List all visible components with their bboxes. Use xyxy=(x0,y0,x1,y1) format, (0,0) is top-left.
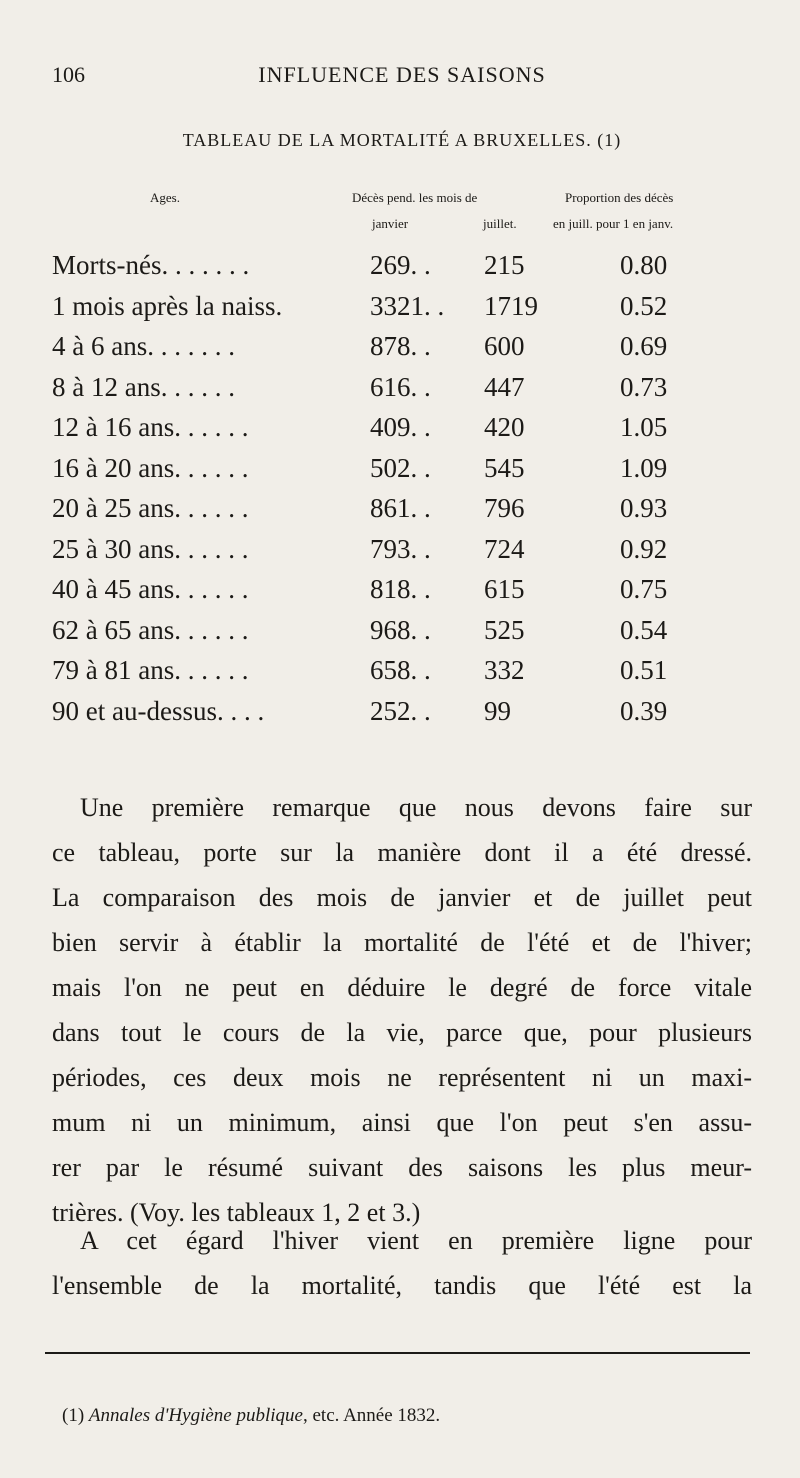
cell-janvier: 3321. . xyxy=(370,290,445,321)
page-header xyxy=(52,62,752,94)
cell-juillet: 420 xyxy=(484,412,525,442)
cell-juillet: 545 xyxy=(484,452,525,483)
cell-proportion: 0.75 xyxy=(620,574,668,604)
cell-proportion: 0.54 xyxy=(620,614,668,645)
cell-juillet: 215 xyxy=(484,250,525,280)
cell-juillet: 615 xyxy=(484,574,525,604)
col-header-proportion: Proportion des décès xyxy=(565,190,674,205)
cell-janvier: 409. . xyxy=(370,412,431,442)
col-header-proportion-sub: en juill. pour 1 en janv. xyxy=(553,216,674,231)
cell-age: 12 à 16 ans. . . . . . xyxy=(52,412,249,442)
page-number: 106 xyxy=(52,62,85,87)
cell-age: Morts-nés. . . . . . . xyxy=(52,250,250,280)
table-row xyxy=(52,655,752,695)
cell-age: 90 et au-dessus. . . . xyxy=(52,695,265,726)
col-header-janvier: janvier xyxy=(372,216,409,231)
table-row xyxy=(52,250,752,290)
paragraph-1 xyxy=(52,785,752,1235)
cell-age: 25 à 30 ans. . . . . . xyxy=(52,533,249,564)
cell-age: 40 à 45 ans. . . . . . xyxy=(52,574,249,604)
cell-janvier: 502. . xyxy=(370,452,431,483)
text-line: La comparaison des mois de janvier et de juillet peut xyxy=(52,883,752,912)
cell-juillet: 1719 xyxy=(484,290,538,321)
text-line: rer par le résumé suivant des saisons les plus meur- xyxy=(52,1153,752,1182)
cell-proportion: 0.69 xyxy=(620,331,668,361)
cell-age: 4 à 6 ans. . . . . . . xyxy=(52,331,235,361)
text-line: trières. (Voy. les tableaux 1, 2 et 3.) xyxy=(52,1198,421,1227)
cell-juillet: 99 xyxy=(484,695,511,726)
text-line: mum ni un minimum, ainsi que l'on peut s'en assu- xyxy=(52,1108,752,1137)
cell-age: 62 à 65 ans. . . . . . xyxy=(52,614,249,645)
text-line: A cet égard l'hiver vient en première ligne pour xyxy=(80,1226,752,1255)
cell-juillet: 796 xyxy=(484,493,525,523)
table-row xyxy=(52,291,752,331)
cell-juillet: 525 xyxy=(484,614,525,645)
cell-janvier: 861. . xyxy=(370,493,431,523)
col-header-ages: Ages. xyxy=(150,190,180,205)
cell-janvier: 616. . xyxy=(370,371,431,402)
cell-janvier: 878. . xyxy=(370,331,431,361)
cell-age: 8 à 12 ans. . . . . . xyxy=(52,371,235,402)
table-row xyxy=(52,534,752,574)
footnote xyxy=(62,1405,440,1427)
cell-proportion: 0.80 xyxy=(620,250,668,280)
footnote-journal: Annales d'Hygiène publique xyxy=(88,1405,303,1426)
cell-proportion: 1.09 xyxy=(620,452,668,483)
footnote-marker: (1) xyxy=(62,1405,85,1426)
table-row xyxy=(52,453,752,493)
cell-proportion: 0.52 xyxy=(620,290,668,321)
cell-juillet: 332 xyxy=(484,655,525,685)
table-row xyxy=(52,412,752,452)
table-title: TABLEAU DE LA MORTALITÉ A BRUXELLES. (1) xyxy=(182,130,622,150)
cell-proportion: 0.51 xyxy=(620,655,668,685)
text-line: Une première remarque que nous devons faire sur xyxy=(80,793,752,822)
table-row xyxy=(52,493,752,533)
footnote-rule xyxy=(45,1352,750,1354)
text-line: dans tout le cours de la vie, parce que, pour plusieurs xyxy=(52,1018,752,1047)
table-row xyxy=(52,331,752,371)
col-header-juillet: juillet. xyxy=(483,216,517,231)
cell-age: 20 à 25 ans. . . . . . xyxy=(52,493,249,523)
cell-proportion: 0.93 xyxy=(620,493,668,523)
footnote-rest: , etc. Année 1832. xyxy=(302,1405,441,1426)
text-line: périodes, ces deux mois ne représentent ni un maxi- xyxy=(52,1063,752,1092)
cell-juillet: 447 xyxy=(484,371,525,402)
text-line: mais l'on ne peut en déduire le degré de force vitale xyxy=(52,973,752,1002)
cell-janvier: 793. . xyxy=(370,533,431,564)
running-head: INFLUENCE DES SAISONS xyxy=(258,62,546,87)
cell-age: 1 mois après la naiss. xyxy=(52,290,283,321)
cell-janvier: 269. . xyxy=(370,250,431,280)
cell-proportion: 0.92 xyxy=(620,533,668,564)
cell-janvier: 968. . xyxy=(370,614,431,645)
cell-proportion: 0.73 xyxy=(620,371,668,402)
cell-proportion: 0.39 xyxy=(620,695,668,726)
cell-juillet: 724 xyxy=(484,533,525,564)
cell-age: 79 à 81 ans. . . . . . xyxy=(52,655,249,685)
cell-janvier: 818. . xyxy=(370,574,431,604)
table-row xyxy=(52,372,752,412)
cell-age: 16 à 20 ans. . . . . . xyxy=(52,452,249,483)
cell-proportion: 1.05 xyxy=(620,412,668,442)
col-header-deces: Décès pend. les mois de xyxy=(352,190,478,205)
text-line: bien servir à établir la mortalité de l'été et de l'hiver; xyxy=(52,928,752,957)
cell-juillet: 600 xyxy=(484,331,525,361)
cell-janvier: 658. . xyxy=(370,655,431,685)
cell-janvier: 252. . xyxy=(370,695,431,726)
table-row xyxy=(52,696,752,736)
table-row xyxy=(52,615,752,655)
text-line: ce tableau, porte sur la manière dont il a été dressé. xyxy=(52,838,752,867)
paragraph-2 xyxy=(52,1218,752,1308)
text-line: l'ensemble de la mortalité, tandis que l'été est la xyxy=(52,1271,752,1300)
table-row xyxy=(52,574,752,614)
